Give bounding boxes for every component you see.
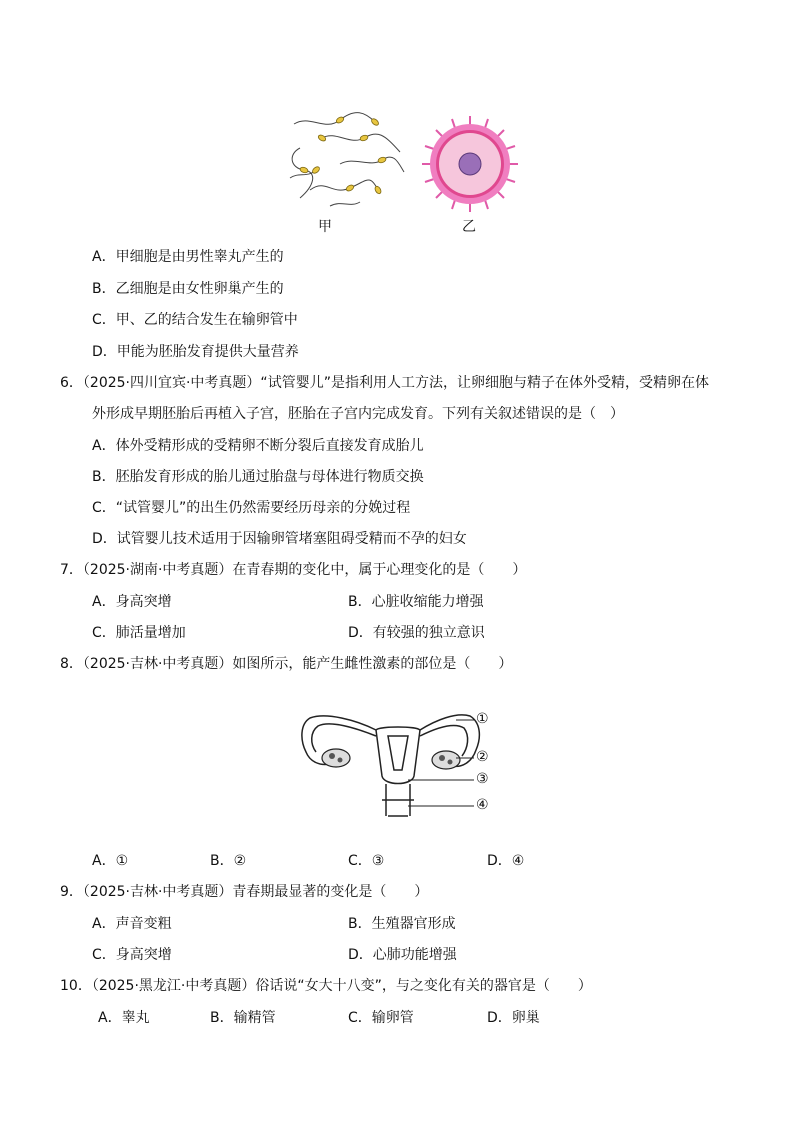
q7-option-d: D．有较强的独立意识: [348, 625, 485, 641]
q9-option-b: B．生殖器官形成: [348, 916, 456, 932]
marker-3: ③: [476, 771, 489, 787]
q7-option-c: C．肺活量增加: [92, 625, 186, 641]
q10-stem: 10．（2025·黑龙江·中考真题）俗话说“女大十八变”，与之变化有关的器官是（ ）: [60, 978, 592, 994]
marker-1: ①: [476, 711, 489, 727]
label-jia: 甲: [318, 219, 332, 235]
q9-option-a: A．声音变粗: [92, 916, 172, 932]
q6-stem-line2: 外形成早期胚胎后再植入子宫，胚胎在子宫内完成发育。下列有关叙述错误的是（ ）: [92, 406, 624, 422]
figure-female-reproductive-system: [296, 706, 506, 832]
q7-stem: 7．（2025·湖南·中考真题）在青春期的变化中，属于心理变化的是（ ）: [60, 562, 527, 578]
q6-stem-line1: 6．（2025·四川宜宾·中考真题）“试管婴儿”是指利用人工方法，让卵细胞与精子在体外受精，受精卵在体: [60, 375, 709, 391]
q9-stem: 9．（2025·吉林·中考真题）青春期最显著的变化是（ ）: [60, 884, 429, 900]
figure-sperm-egg: [280, 108, 530, 238]
q8-option-a: A．①: [92, 853, 129, 869]
sperm-illustration: [280, 108, 410, 213]
q6-option-b: B．胚胎发育形成的胎儿通过胎盘与母体进行物质交换: [92, 469, 424, 485]
q10-option-a: A．睾丸: [98, 1010, 150, 1026]
uterus-illustration: [296, 706, 506, 832]
q10-option-c: C．输卵管: [348, 1010, 414, 1026]
q5-option-b: B．乙细胞是由女性卵巢产生的: [92, 281, 284, 297]
q6-option-d: D．试管婴儿技术适用于因输卵管堵塞阻碍受精而不孕的妇女: [92, 531, 467, 547]
q9-option-c: C．身高突增: [92, 947, 172, 963]
q7-option-b: B．心脏收缩能力增强: [348, 594, 484, 610]
egg-cell-illustration: [420, 114, 520, 214]
q10-option-b: B．输精管: [210, 1010, 276, 1026]
q6-option-a: A．体外受精形成的受精卵不断分裂后直接发育成胎儿: [92, 438, 424, 454]
label-yi: 乙: [462, 219, 476, 235]
q6-option-c: C．“试管婴儿”的出生仍然需要经历母亲的分娩过程: [92, 500, 411, 516]
q9-option-d: D．心肺功能增强: [348, 947, 457, 963]
q5-option-a: A．甲细胞是由男性睾丸产生的: [92, 249, 284, 265]
q5-option-c: C．甲、乙的结合发生在输卵管中: [92, 312, 298, 328]
marker-4: ④: [476, 797, 489, 813]
q8-option-d: D．④: [487, 853, 525, 869]
q8-option-b: B．②: [210, 853, 247, 869]
q5-option-d: D．甲能为胚胎发育提供大量营养: [92, 344, 299, 360]
q8-stem: 8．（2025·吉林·中考真题）如图所示，能产生雌性激素的部位是（ ）: [60, 656, 513, 672]
q8-option-c: C．③: [348, 853, 385, 869]
q10-option-d: D．卵巢: [487, 1010, 540, 1026]
marker-2: ②: [476, 749, 489, 765]
q7-option-a: A．身高突增: [92, 594, 172, 610]
